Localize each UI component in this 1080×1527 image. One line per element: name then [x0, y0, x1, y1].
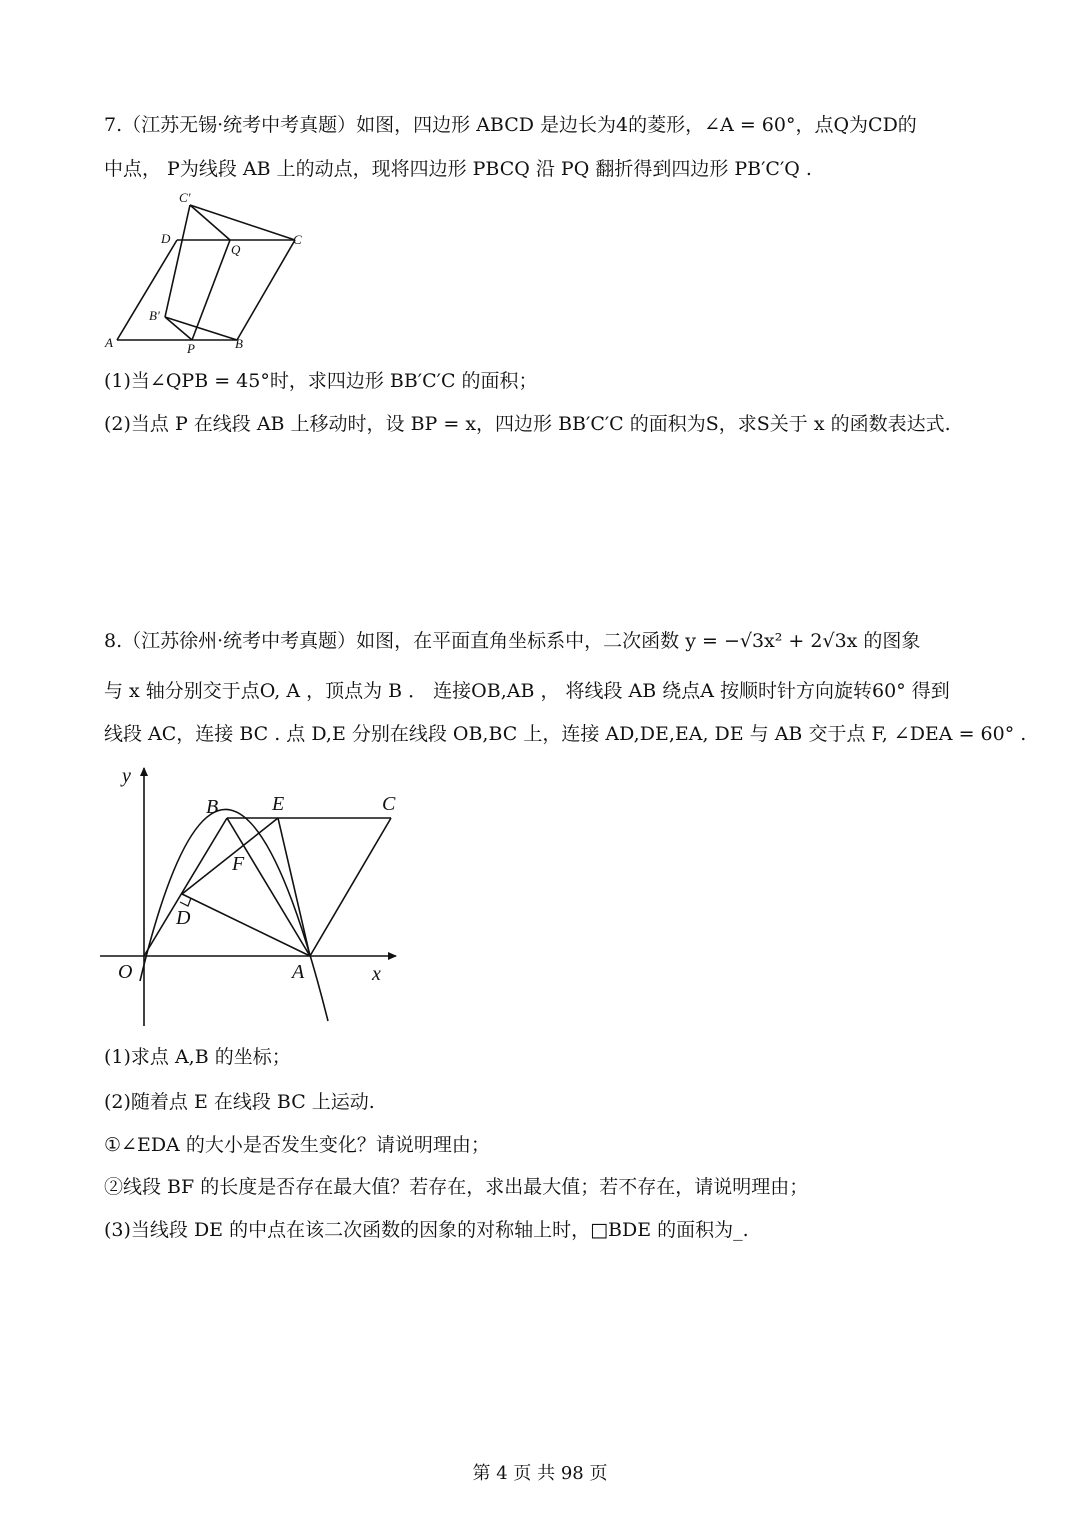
segment-C1C: [190, 205, 295, 240]
problem8-question1: (1)求点 A,B 的坐标；: [104, 1046, 291, 1068]
problem7-question2: (2)当点 P 在线段 AB 上移动时，设 BP = x，四边形 BB′C′C 的面积为S，求S关于 x 的函数表达式.: [104, 413, 951, 435]
label-Q: Q: [231, 242, 241, 257]
problem8-stem-line3: 线段 AC，连接 BC . 点 D,E 分别在线段 OB,BC 上，连接 AD,DE,EA, DE 与 AB 交于点 F, ∠DEA = 60° .: [104, 723, 1027, 745]
label-O: O: [118, 961, 133, 983]
label-A: A: [105, 335, 113, 350]
label-x: x: [372, 963, 381, 985]
folded-side-B1P: [165, 317, 192, 340]
label-B: B: [235, 336, 243, 351]
label-A: A: [292, 961, 305, 983]
problem7-stem-line1: 7.（江苏无锡·统考中考真题）如图，四边形 ABCD 是边长为4的菱形，∠A = 60°，点Q为CD的: [104, 114, 917, 136]
label-C: C: [293, 232, 302, 247]
segment-B1B: [165, 317, 237, 340]
rhombus-side-BC: [237, 240, 295, 340]
problem8-question2: (2)随着点 E 在线段 BC 上运动.: [104, 1091, 375, 1113]
problem8-figure: [100, 760, 420, 1030]
problem8-stem-line2: 与 x 轴分别交于点O, A ，顶点为 B ． 连接OB,AB ， 将线段 AB 绕点A 按顺时针方向旋转60° 得到: [104, 680, 950, 702]
label-D: D: [161, 231, 171, 246]
segment-OB: [144, 818, 227, 956]
segment-AC: [310, 818, 391, 956]
label-B-prime: B′: [149, 308, 160, 323]
label-E: E: [272, 793, 285, 815]
problem7-figure: [95, 185, 325, 360]
label-C: C: [382, 793, 396, 815]
label-F: F: [232, 853, 245, 875]
problem8-question2-part2: ②线段 BF 的长度是否存在最大值？若存在，求出最大值；若不存在，请说明理由；: [104, 1176, 809, 1198]
problem8-question3: (3)当线段 DE 的中点在该二次函数的因象的对称轴上时，□BDE 的面积为_.: [104, 1219, 749, 1241]
problem8-stem-line1: 8.（江苏徐州·统考中考真题）如图，在平面直角坐标系中，二次函数 y = −√3x² + 2√3x 的图象: [104, 630, 921, 652]
label-D: D: [176, 907, 191, 929]
fold-line-PQ: [192, 240, 230, 340]
problem8-question2-part1: ①∠EDA 的大小是否发生变化？请说明理由；: [104, 1134, 490, 1156]
folded-side-C1B1: [165, 205, 190, 317]
label-B: B: [206, 796, 219, 818]
folded-side-QC1: [190, 205, 230, 240]
label-P: P: [187, 341, 195, 356]
right-angle-mark-D: [180, 898, 191, 906]
label-C-prime: C′: [179, 190, 191, 205]
label-y: y: [122, 765, 131, 787]
page-footer: 第 4 页 共 98 页: [472, 1463, 608, 1484]
segment-EA: [278, 818, 310, 956]
rhombus-side-DA: [117, 240, 177, 340]
problem7-question1: (1)当∠QPB = 45°时，求四边形 BB′C′C 的面积；: [104, 370, 538, 392]
problem7-stem-line2: 中点， P为线段 AB 上的动点，现将四边形 PBCQ 沿 PQ 翻折得到四边形 PB′C′Q .: [104, 158, 812, 180]
